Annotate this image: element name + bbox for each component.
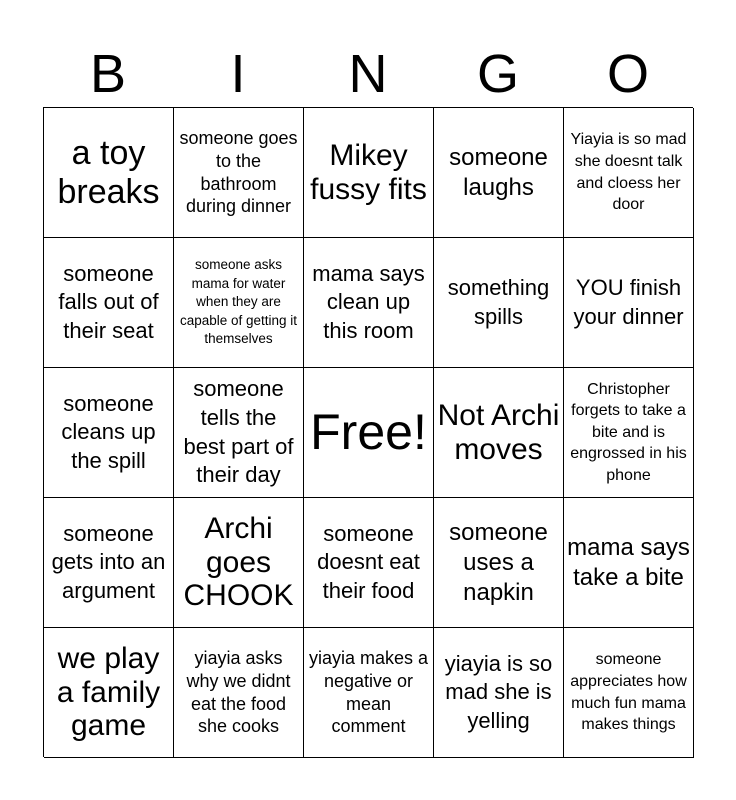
bingo-cell[interactable] bbox=[434, 238, 564, 368]
bingo-cell[interactable] bbox=[44, 238, 174, 368]
cell-text: mama says take a bite bbox=[567, 533, 690, 591]
cell-text: we play a family game bbox=[56, 641, 161, 743]
free-space-text: Free! bbox=[310, 404, 427, 460]
header-letter-g: G bbox=[476, 44, 519, 104]
bingo-header bbox=[43, 40, 693, 108]
cell-text: Christopher forgets to take a bite and is engrossed in his phone bbox=[570, 380, 687, 484]
bingo-cell[interactable] bbox=[564, 628, 694, 758]
cell-text: someone gets into an argument bbox=[51, 520, 166, 603]
cell-text: someone asks mama for water when they are capable of getting it themselves bbox=[179, 256, 298, 347]
bingo-board bbox=[43, 107, 693, 757]
bingo-cell[interactable] bbox=[304, 498, 434, 628]
header-letter-n: N bbox=[348, 44, 388, 104]
cell-text: yiayia makes a negative or mean comment bbox=[308, 647, 429, 737]
bingo-cell[interactable] bbox=[304, 628, 434, 758]
bingo-cell[interactable] bbox=[44, 628, 174, 758]
bingo-cell[interactable] bbox=[434, 498, 564, 628]
cell-text: someone goes to the bathroom during dinner bbox=[179, 127, 298, 217]
bingo-cell[interactable] bbox=[44, 108, 174, 238]
cell-text: Yiayia is so mad she doesnt talk and cloess her door bbox=[570, 131, 687, 214]
cell-text: someone doesnt eat their food bbox=[317, 520, 420, 603]
bingo-cell[interactable] bbox=[174, 628, 304, 758]
cell-text: someone appreciates how much fun mama makes things bbox=[570, 651, 687, 734]
cell-text: something spills bbox=[447, 274, 550, 329]
free-space-cell[interactable] bbox=[304, 368, 434, 498]
cell-text: yiayia asks why we didnt eat the food she cooks bbox=[186, 647, 291, 737]
bingo-cell[interactable] bbox=[174, 108, 304, 238]
cell-text: someone cleans up the spill bbox=[61, 390, 156, 473]
cell-text: Mikey fussy fits bbox=[310, 138, 427, 206]
bingo-cell[interactable] bbox=[434, 108, 564, 238]
bingo-cell[interactable] bbox=[304, 238, 434, 368]
cell-text: someone falls out of their seat bbox=[58, 260, 159, 343]
cell-text: someone tells the best part of their day bbox=[183, 376, 294, 488]
bingo-cell[interactable] bbox=[174, 238, 304, 368]
bingo-cell[interactable] bbox=[174, 368, 304, 498]
cell-text: someone laughs bbox=[449, 143, 548, 201]
cell-text: yiayia is so mad she is yelling bbox=[444, 650, 553, 733]
bingo-cell[interactable] bbox=[564, 108, 694, 238]
bingo-cell[interactable] bbox=[304, 108, 434, 238]
bingo-cell[interactable] bbox=[564, 498, 694, 628]
bingo-cell[interactable] bbox=[434, 368, 564, 498]
cell-text: Archi goes CHOOK bbox=[183, 511, 294, 613]
bingo-cell[interactable] bbox=[564, 368, 694, 498]
cell-text: Not Archi moves bbox=[437, 398, 560, 466]
bingo-cell[interactable] bbox=[434, 628, 564, 758]
cell-text: mama says clean up this room bbox=[312, 260, 425, 343]
bingo-cell[interactable] bbox=[174, 498, 304, 628]
cell-text: a toy breaks bbox=[57, 134, 160, 211]
header-letter-i: I bbox=[230, 44, 246, 104]
header-letter-o: O bbox=[606, 44, 649, 104]
cell-text: someone uses a napkin bbox=[449, 518, 548, 606]
bingo-cell[interactable] bbox=[44, 498, 174, 628]
bingo-cell[interactable] bbox=[44, 368, 174, 498]
cell-text: YOU finish your dinner bbox=[573, 274, 684, 329]
bingo-cell[interactable] bbox=[564, 238, 694, 368]
header-letter-b: B bbox=[89, 44, 127, 104]
